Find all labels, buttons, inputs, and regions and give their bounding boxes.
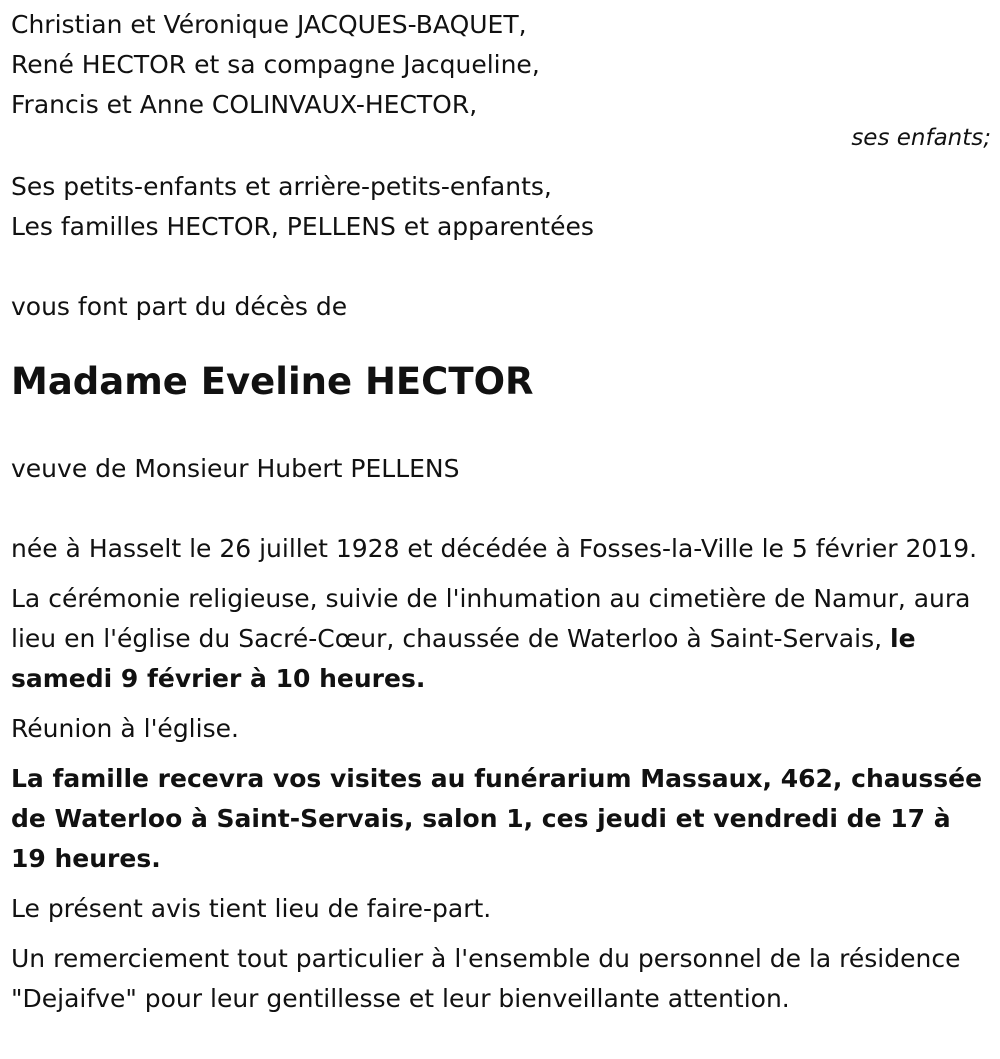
- deceased-name: Madame Eveline HECTOR: [11, 360, 534, 403]
- ceremony-text: La cérémonie religieuse, suivie de l'inhumation au cimetière de Namur, aura lieu en l'église du Sacré-Cœur, chaussée de Waterloo à Saint-Servais,: [11, 584, 971, 653]
- announcement-text: vous font part du décès de: [11, 292, 348, 321]
- children-list: [11, 5, 991, 153]
- notice-text: Le présent avis tient lieu de faire-part.: [11, 894, 492, 923]
- children-role: ses enfants;: [851, 125, 991, 151]
- spouse-text: veuve de Monsieur Hubert PELLENS: [11, 454, 460, 483]
- child-line: Christian et Véronique JACQUES-BAQUET,: [11, 10, 527, 39]
- relatives-line: Ses petits-enfants et arrière-petits-enfants,: [11, 172, 552, 201]
- child-line: Francis et Anne COLINVAUX-HECTOR,: [11, 90, 478, 119]
- relatives-line: Les familles HECTOR, PELLENS et apparentées: [11, 212, 594, 241]
- meeting-text: Réunion à l'église.: [11, 714, 239, 743]
- thanks-text: Un remerciement tout particulier à l'ensemble du personnel de la résidence "Dejaifve" pour leur gentillesse et leur bienveillante attention.: [11, 944, 961, 1013]
- obituary-notice: [11, 5, 991, 1029]
- visits-text: La famille recevra vos visites au funérarium Massaux, 462, chaussée de Waterloo à Saint-Servais, salon 1, ces jeudi et vendredi de 17 à 19 heures.: [11, 764, 983, 873]
- ceremony-datetime: le samedi 9 février à 10 heures.: [11, 624, 916, 693]
- relatives-list: [11, 167, 991, 247]
- visits-paragraph: [11, 759, 991, 879]
- ceremony-paragraph: [11, 579, 991, 699]
- birth-death-dates: née à Hasselt le 26 juillet 1928 et décédée à Fosses-la-Ville le 5 février 2019.: [11, 534, 978, 563]
- child-line: René HECTOR et sa compagne Jacqueline,: [11, 50, 540, 79]
